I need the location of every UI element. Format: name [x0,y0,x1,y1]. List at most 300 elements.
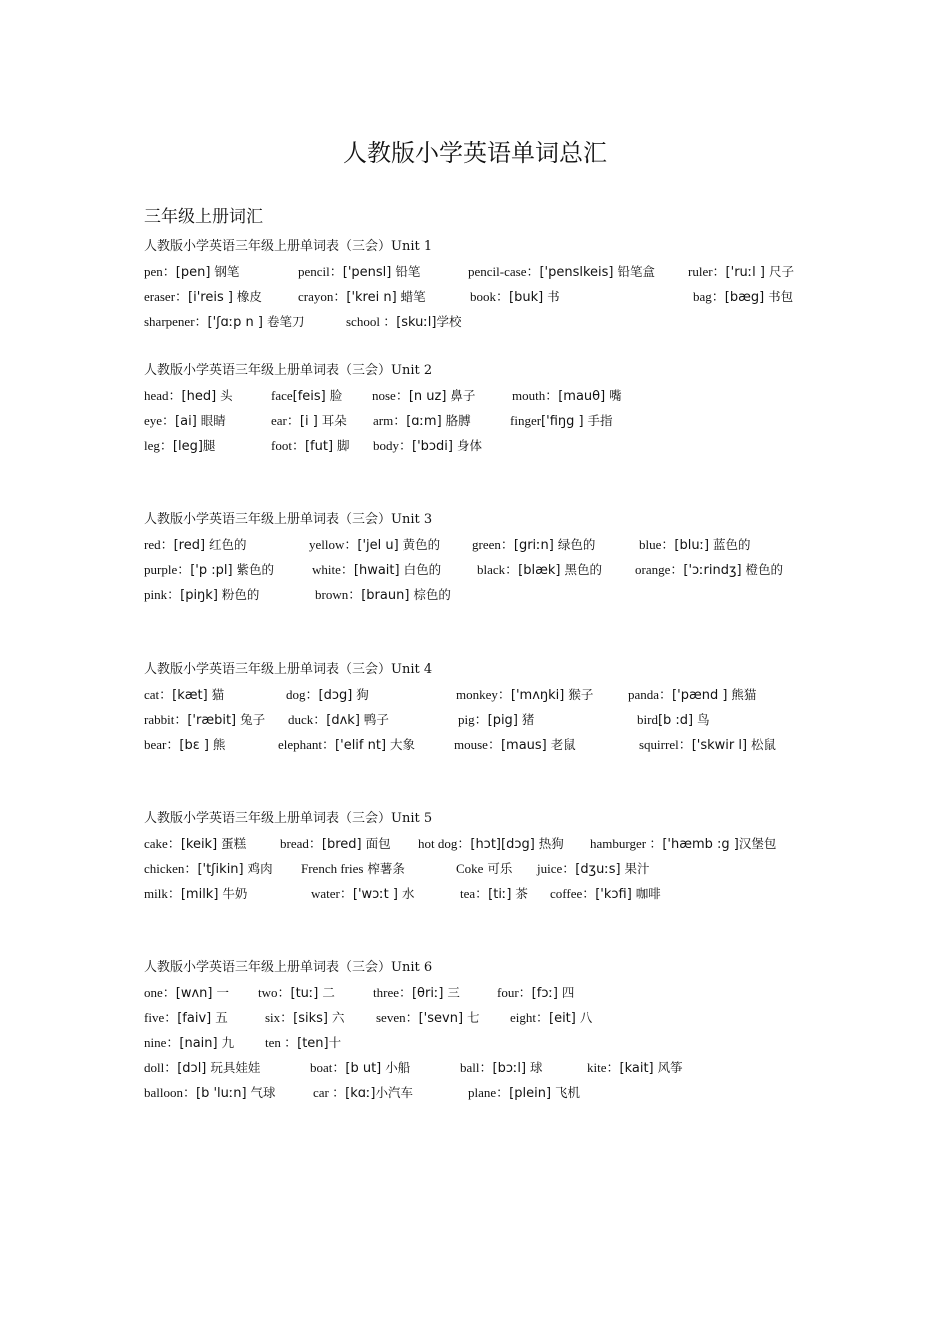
vocab-word: pencil-case： [468,264,540,279]
vocab-item [144,309,305,335]
vocab-item [144,433,215,459]
vocab-word: Coke [456,861,484,876]
vocab-phonetic: ['p :pl] [190,563,233,578]
vocab-phonetic: ['jel u] [357,538,399,553]
vocab-phonetic: [θriː] [411,986,444,1001]
vocab-phonetic: [tiː] [488,887,512,902]
vocab-item [144,980,229,1006]
vocab-meaning: 四 [557,985,575,1000]
vocab-word: tea： [460,886,489,901]
vocab-item [376,1005,480,1031]
vocab-phonetic: ['mʌŋki] [510,688,565,703]
vocab-word: cake： [144,836,181,851]
vocab-item [639,732,776,758]
vocab-phonetic: ['bɔdi] [412,439,453,454]
vocab-phonetic: ['ruːl ] [725,265,765,280]
vocab-phonetic: ['elif nt] [335,738,387,753]
unit-section [144,358,824,458]
vocab-item [372,383,475,409]
vocab-word: cat： [144,687,173,702]
vocab-phonetic: [dʒuːs] [575,862,621,877]
vocab-meaning: 茶 [511,886,528,901]
vocab-meaning: 五 [211,1010,228,1025]
vocab-meaning: 二 [318,985,335,1000]
vocab-meaning: 白色的 [399,562,442,577]
vocab-meaning: 气球 [246,1085,276,1100]
vocab-word: pig： [458,712,488,727]
vocab-row [144,980,824,1005]
vocab-item [315,582,451,608]
vocab-item [635,557,783,583]
vocab-meaning: 卷笔刀 [263,314,305,329]
vocab-word: balloon： [144,1085,196,1100]
vocab-phonetic: [ɑːm] [406,414,442,429]
vocab-phonetic: [bæg] [724,290,765,305]
vocab-item [311,881,414,907]
vocab-word: pencil： [298,264,343,279]
vocab-meaning: 一 [212,985,229,1000]
vocab-item [144,856,273,882]
vocab-phonetic: [ai] [175,414,197,429]
vocab-item [313,1080,413,1106]
vocab-meaning: 头 [216,388,233,403]
vocab-meaning: 脸 [325,388,343,403]
vocab-word: school ： [346,314,397,329]
vocab-meaning: 汉堡包 [738,836,777,851]
vocab-word: six： [265,1010,294,1025]
vocab-meaning: 猫 [207,687,225,702]
vocab-meaning: 胳膊 [441,413,471,428]
vocab-item [373,980,460,1006]
vocab-phonetic: ['pænd ] [672,688,728,703]
vocab-meaning: 大象 [386,737,416,752]
vocab-item [346,309,462,335]
unit-heading: 人教版小学英语三年级上册单词表（三会）Unit 5 [144,811,433,826]
vocab-item [587,1055,683,1081]
vocab-meaning: 绿色的 [553,537,596,552]
vocab-meaning: 橡皮 [232,289,262,304]
vocab-phonetic: [tuː] [290,986,319,1001]
vocab-meaning: 小汽车 [375,1085,413,1100]
vocab-word: purple： [144,562,191,577]
vocab-row [144,1030,824,1055]
vocab-item [144,1055,260,1081]
vocab-phonetic: [bɔːl] [492,1061,527,1076]
vocab-item [312,557,441,583]
vocab-phonetic: [hed] [181,389,217,404]
vocab-meaning: 鸟 [693,712,710,727]
vocab-meaning: 面包 [361,836,391,851]
vocab-word: orange： [635,562,684,577]
vocab-meaning: 蓝色的 [709,537,751,552]
vocab-word: bird [637,712,658,727]
vocab-item [510,1005,592,1031]
vocab-item [537,856,650,882]
vocab-word: red： [144,537,174,552]
vocab-word: juice： [537,861,576,876]
vocab-phonetic: [kait] [619,1061,654,1076]
vocab-meaning: 球 [526,1060,543,1075]
vocab-item [265,1030,341,1056]
vocab-word: crayon： [298,289,347,304]
vocab-item [468,259,655,285]
vocab-meaning: 风筝 [653,1060,683,1075]
vocab-item [271,408,347,434]
vocab-word: arm： [373,413,407,428]
vocab-phonetic: [fɔː] [531,986,558,1001]
vocab-meaning: 红色的 [205,537,247,552]
vocab-word: body： [373,438,413,453]
vocab-row [144,557,824,582]
vocab-item [456,856,512,882]
vocab-phonetic: ['ræbit] [187,713,237,728]
vocab-word: book： [470,289,510,304]
vocab-word: finger [510,413,542,428]
vocab-phonetic: [dɔl] [177,1061,207,1076]
vocab-word: leg： [144,438,173,453]
vocab-phonetic: ['penslkeis] [539,265,614,280]
vocab-item [510,408,613,434]
vocab-meaning: 松鼠 [747,737,777,752]
vocab-item [301,856,405,882]
vocab-phonetic: ['skwir l] [691,738,748,753]
vocab-item [144,259,239,285]
vocab-phonetic: [b 'luːn] [196,1086,247,1101]
vocab-row [144,1005,824,1030]
vocab-phonetic: [ten] [297,1036,329,1051]
vocab-meaning: 老鼠 [546,737,576,752]
vocab-item [454,732,576,758]
vocab-item [637,707,710,733]
vocab-phonetic: ['tʃikin] [197,862,244,877]
vocab-meaning: 猪 [517,712,535,727]
vocab-item [144,831,246,857]
vocab-item [458,707,534,733]
vocab-word: boat： [310,1060,346,1075]
vocab-phonetic: [feis] [292,389,326,404]
vocab-phonetic: ['kɔfi] [595,887,632,902]
vocab-item [298,284,426,310]
vocab-word: mouth： [512,388,559,403]
vocab-row [144,682,824,707]
unit-section [144,955,824,1105]
vocab-phonetic: [fut] [304,439,334,454]
vocab-word: ear： [271,413,300,428]
vocab-phonetic: [dɔg] [318,688,353,703]
vocab-meaning: 九 [217,1035,235,1050]
vocab-meaning: 鸡肉 [243,861,273,876]
vocab-word: panda： [628,687,673,702]
vocab-phonetic: [pig] [487,713,518,728]
vocab-word: rabbit： [144,712,188,727]
vocab-word: bear： [144,737,180,752]
vocab-row [144,433,824,458]
vocab-item [693,284,793,310]
page-title: 人教版小学英语单词总汇 [343,139,607,167]
unit-heading: 人教版小学英语三年级上册单词表（三会）Unit 1 [144,239,433,254]
vocab-phonetic: [nain] [179,1036,218,1051]
vocab-meaning: 身体 [453,438,482,453]
vocab-meaning: 脚 [333,438,350,453]
unit-heading: 人教版小学英语三年级上册单词表（三会）Unit 6 [144,960,433,975]
vocab-phonetic: ['ʃɑːp n ] [207,315,264,330]
vocab-phonetic: [buk] [509,290,544,305]
vocab-word: duck： [288,712,327,727]
vocab-phonetic: [red] [173,538,206,553]
vocab-meaning: 三 [443,985,460,1000]
vocab-item [144,408,226,434]
vocab-item [472,532,595,558]
vocab-meaning: 蜡笔 [396,289,426,304]
vocab-phonetic: [braun] [361,588,410,603]
vocab-word: eye： [144,413,176,428]
vocab-word: coffee： [550,886,596,901]
vocab-word: pen： [144,264,176,279]
vocab-item [144,557,274,583]
vocab-meaning: 鼻子 [446,388,476,403]
vocab-meaning: 粉色的 [217,587,260,602]
vocab-meaning: 蛋糕 [217,836,247,851]
vocab-word: bread： [280,836,322,851]
vocab-meaning: 书包 [764,289,794,304]
vocab-item [418,831,564,857]
vocab-word: French fries [301,861,364,876]
vocab-phonetic: [kɑː] [345,1086,376,1101]
vocab-word: ruler： [688,264,726,279]
vocab-meaning: 紫色的 [232,562,275,577]
vocab-row [144,408,824,433]
vocab-item [144,1030,234,1056]
vocab-phonetic: ['fiŋg ] [541,414,584,429]
vocab-row [144,831,824,856]
vocab-meaning: 手指 [583,413,613,428]
vocab-word: chicken： [144,861,198,876]
vocab-word: dog： [286,687,319,702]
vocab-meaning: 小船 [381,1060,411,1075]
vocab-word: two： [258,985,291,1000]
vocab-meaning: 铅笔 [391,264,421,279]
vocab-item [470,284,560,310]
vocab-word: four： [497,985,532,1000]
vocab-phonetic: [bɛ ] [179,738,209,753]
vocab-item [590,831,776,857]
vocab-item [265,1005,345,1031]
vocab-phonetic: [blæk] [518,563,561,578]
vocab-phonetic: ['krei n] [346,290,397,305]
vocab-phonetic: [b :d] [657,713,694,728]
vocab-phonetic: [wʌn] [175,986,213,1001]
vocab-meaning: 钢笔 [210,264,240,279]
vocab-word: face [271,388,293,403]
vocab-meaning: 书 [543,289,560,304]
vocab-item [512,383,622,409]
vocab-meaning: 兔子 [236,712,266,727]
vocab-word: black： [477,562,519,577]
vocab-phonetic: ['hæmb :g ] [662,837,739,852]
vocab-row [144,383,824,408]
vocab-meaning: 耳朵 [317,413,347,428]
vocab-item [550,881,661,907]
vocab-phonetic: [piŋk] [180,588,218,603]
vocab-word: seven： [376,1010,419,1025]
vocab-item [271,383,342,409]
vocab-meaning: 嘴 [605,388,622,403]
vocab-meaning: 七 [463,1010,480,1025]
vocab-word: one： [144,985,176,1000]
vocab-meaning: 可乐 [483,861,513,876]
vocab-item [497,980,574,1006]
vocab-phonetic: [pen] [175,265,211,280]
vocab-word: car ： [313,1085,346,1100]
vocab-meaning: 热狗 [534,836,564,851]
vocab-phonetic: ['pensl] [342,265,392,280]
unit-section [144,806,824,906]
vocab-item [468,1080,580,1106]
vocab-item [144,1080,276,1106]
unit-section [144,234,824,334]
vocab-row [144,532,824,557]
vocab-item [144,707,265,733]
vocab-row [144,881,824,906]
vocab-row [144,1055,824,1080]
vocab-phonetic: [skuːl] [396,315,437,330]
vocab-meaning: 榨薯条 [363,861,405,876]
vocab-meaning: 玩具娃娃 [206,1060,261,1075]
vocab-phonetic: [dʌk] [326,713,360,728]
vocab-item [144,732,225,758]
vocab-item [373,433,482,459]
vocab-word: brown： [315,587,362,602]
vocab-word: squirrel： [639,737,692,752]
vocab-phonetic: [milk] [180,887,219,902]
vocab-phonetic: [i ] [299,414,318,429]
vocab-phonetic: [mauθ] [558,389,606,404]
vocab-item [288,707,389,733]
vocab-word: three： [373,985,412,1000]
vocab-item [144,383,233,409]
vocab-phonetic: [hɔt][dɔg] [470,837,535,852]
vocab-word: nose： [372,388,409,403]
vocab-row [144,259,824,284]
vocab-item [144,1005,228,1031]
vocab-word: eight： [510,1010,549,1025]
vocab-word: mouse： [454,737,501,752]
vocab-row [144,582,824,607]
vocab-word: head： [144,388,182,403]
vocab-item [477,557,602,583]
vocab-item [286,682,369,708]
vocab-word: hot dog： [418,836,471,851]
vocab-phonetic: [i'reis ] [188,290,233,305]
vocab-meaning: 果汁 [620,861,650,876]
vocab-word: green： [472,537,514,552]
vocab-item [144,532,247,558]
vocab-item [298,259,420,285]
vocab-meaning: 熊猫 [727,687,757,702]
vocab-meaning: 黄色的 [398,537,441,552]
unit-heading: 人教版小学英语三年级上册单词表（三会）Unit 2 [144,363,433,378]
vocab-phonetic: ['wɔːt ] [352,887,398,902]
vocab-item [144,881,247,907]
vocab-item [460,1055,543,1081]
vocab-meaning: 狗 [352,687,369,702]
vocab-phonetic: [plein] [509,1086,552,1101]
vocab-item [628,682,756,708]
vocab-item [456,682,593,708]
vocab-item [144,682,224,708]
vocab-meaning: 六 [328,1010,345,1025]
vocab-word: ball： [460,1060,493,1075]
vocab-word: sharpener： [144,314,208,329]
vocab-phonetic: ['ɔːrindʒ] [683,563,742,578]
vocab-meaning: 熊 [208,737,226,752]
vocab-phonetic: [leg] [172,439,203,454]
vocab-phonetic: [faiv] [177,1011,212,1026]
vocab-meaning: 尺子 [764,264,794,279]
vocab-word: elephant： [278,737,336,752]
vocab-word: milk： [144,886,181,901]
vocab-phonetic: [griːn] [513,538,554,553]
vocab-row [144,1080,824,1105]
vocab-row [144,856,824,881]
vocab-word: plane： [468,1085,510,1100]
vocab-phonetic: [bred] [321,837,362,852]
vocab-word: eraser： [144,289,189,304]
vocab-item [144,582,259,608]
vocab-meaning: 腿 [202,438,216,453]
vocab-word: nine： [144,1035,180,1050]
vocab-phonetic: [maus] [500,738,547,753]
vocab-phonetic: [n uz] [408,389,447,404]
vocab-meaning: 十 [328,1035,342,1050]
vocab-meaning: 铅笔盒 [613,264,655,279]
vocab-word: white： [312,562,354,577]
unit-heading: 人教版小学英语三年级上册单词表（三会）Unit 3 [144,512,433,527]
vocab-meaning: 棕色的 [409,587,451,602]
vocab-word: bag： [693,289,725,304]
vocab-phonetic: [eit] [549,1011,576,1026]
vocab-phonetic: [hwait] [353,563,400,578]
vocab-item [258,980,335,1006]
vocab-phonetic: [siks] [293,1011,329,1026]
vocab-meaning: 八 [575,1010,593,1025]
vocab-item [688,259,794,285]
vocab-item [309,532,440,558]
vocab-item [310,1055,410,1081]
vocab-meaning: 橙色的 [741,562,784,577]
vocab-item [280,831,391,857]
vocab-meaning: 学校 [436,314,462,329]
unit-section [144,507,824,607]
vocab-phonetic: [keik] [180,837,218,852]
unit-section [144,657,824,757]
vocab-item [373,408,471,434]
vocab-phonetic: [b ut] [345,1061,382,1076]
unit-heading: 人教版小学英语三年级上册单词表（三会）Unit 4 [144,662,433,677]
vocab-row [144,309,824,334]
vocab-meaning: 牛奶 [218,886,248,901]
vocab-meaning: 猴子 [564,687,594,702]
vocab-word: ten ： [265,1035,298,1050]
vocab-word: doll： [144,1060,178,1075]
vocab-item [271,433,350,459]
vocab-row [144,732,824,757]
vocab-phonetic: [bluː] [674,538,710,553]
vocab-meaning: 眼睛 [196,413,226,428]
vocab-item [639,532,751,558]
grade-heading: 三年级上册词汇 [144,207,263,227]
vocab-row [144,707,824,732]
